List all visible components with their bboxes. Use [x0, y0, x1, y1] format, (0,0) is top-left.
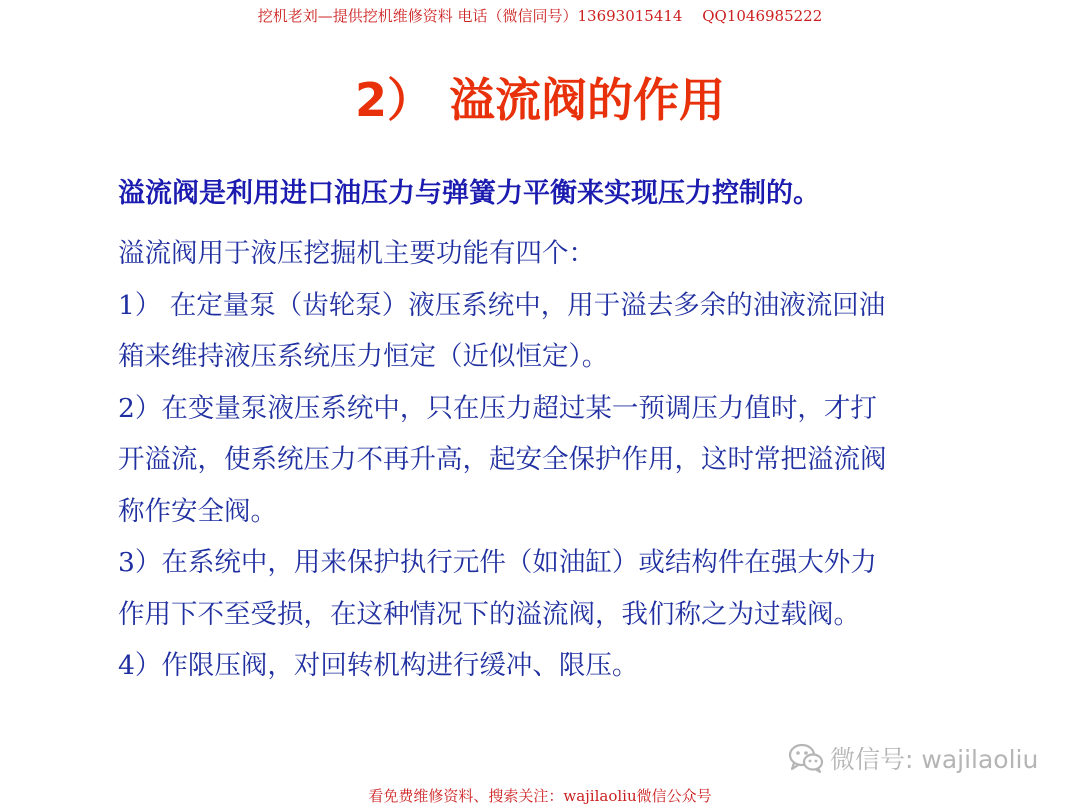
- body-line: 作用下不至受损，在这种情况下的溢流阀，我们称之为过载阀。: [118, 598, 860, 630]
- body-line: 3）在系统中，用来保护执行元件（如油缸）或结构件在强大外力: [118, 547, 877, 578]
- body-line: 称作安全阀。: [118, 495, 277, 527]
- wechat-watermark: [788, 738, 1038, 778]
- body-line: 2）在变量泵液压系统中，只在压力超过某一预调压力值时，才打: [118, 392, 877, 424]
- watermark-text: 微信号: wajilaoliu: [830, 745, 1039, 774]
- body-line: 4）作限压阀，对回转机构进行缓冲、限压。: [118, 650, 639, 681]
- body-line: 1） 在定量泵（齿轮泵）液压系统中，用于溢去多余的油液流回油: [118, 289, 886, 321]
- body-line: 开溢流，使系统压力不再升高，起安全保护作用，这时常把溢流阀: [118, 444, 887, 475]
- body-line: 箱来维持液压系统压力恒定（近似恒定）。: [118, 341, 609, 372]
- slide-title: 2） 溢流阀的作用: [354, 73, 726, 127]
- body-line: 溢流阀用于液压挖掘机主要功能有四个：: [118, 238, 595, 269]
- header-contact-line: 挖机老刘—提供挖机维修资料 电话（微信同号）13693015414 QQ1046985222: [257, 7, 823, 25]
- wechat-icon: [788, 742, 824, 774]
- footer-promo-line: 看免费维修资料、搜索关注：wajilaoliu微信公众号: [368, 787, 712, 805]
- body-text: [118, 228, 1018, 692]
- lead-sentence: 溢流阀是利用进口油压力与弹簧力平衡来实现压力控制的。: [118, 178, 820, 209]
